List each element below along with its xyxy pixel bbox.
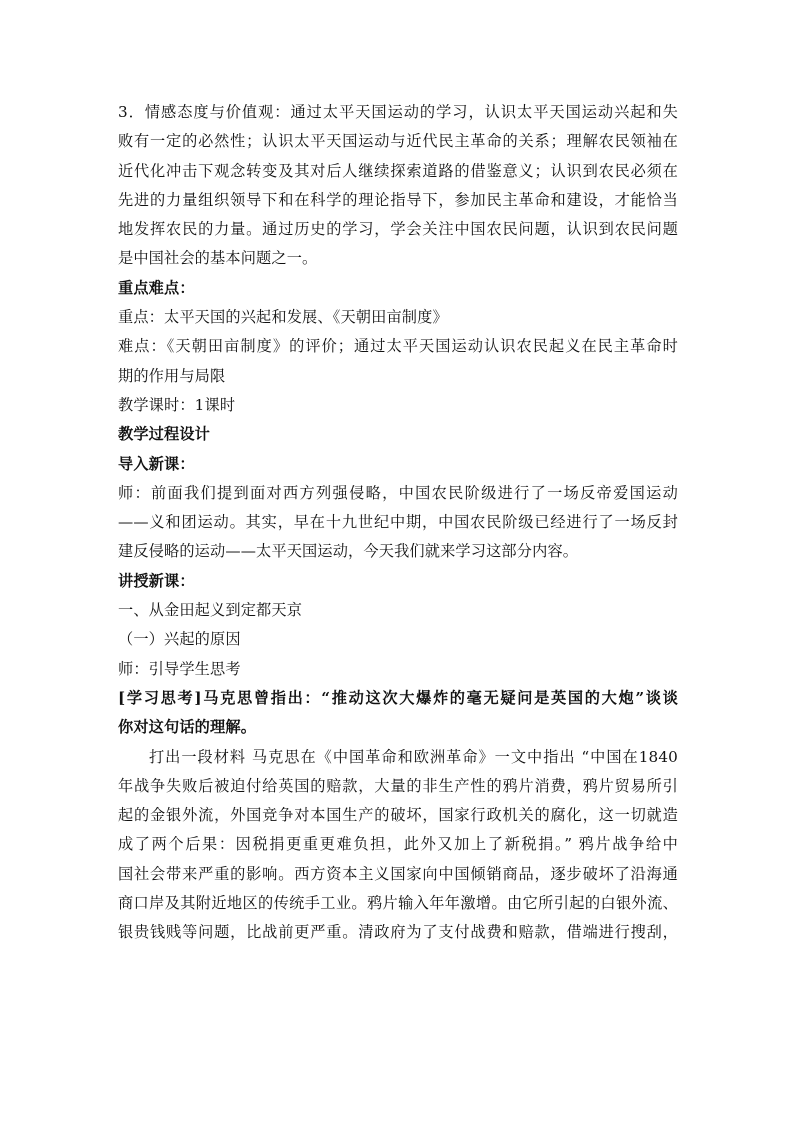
text-line: 商口岸及其附近地区的传统手工业。鸦片输入年年激增。由它所引起的白银外流、 bbox=[118, 894, 678, 913]
text-line: 教学课时：1课时 bbox=[118, 395, 236, 414]
section-heading-line: 你对这句话的理解。 bbox=[118, 718, 257, 737]
text-line: 近代化冲击下观念转变及其对后人继续探索道路的借鉴意义；认识到农民必须在 bbox=[118, 161, 678, 180]
text-line: 一、从金田起义到定都天京 bbox=[118, 601, 303, 620]
section-heading-line: 重点难点： bbox=[118, 278, 195, 297]
section-heading-line: 教学过程设计 bbox=[118, 425, 211, 444]
text-line: 地发挥农民的力量。通过历史的学习，学会关注中国农民问题，认识到农民问题 bbox=[118, 220, 678, 239]
text-line: 银贵钱贱等问题，比战前更严重。清政府为了支付战费和赔款，借端进行搜刮， bbox=[118, 923, 678, 942]
text-line: 重点：太平天国的兴起和发展、《天朝田亩制度》 bbox=[118, 308, 448, 327]
text-line: 成了两个后果：因税捐更重更难负担，此外又加上了新税捐。” 鸦片战争给中 bbox=[118, 835, 678, 854]
text-line: 难点：《天朝田亩制度》的评价；通过太平天国运动认识农民起义在民主革命时 bbox=[118, 337, 678, 356]
section-heading-line: 导入新课： bbox=[118, 454, 195, 473]
text-line: 打出一段材料 马克思在《中国革命和欧洲革命》一文中指出 “中国在1840 bbox=[149, 747, 678, 766]
text-line: ——义和团运动。其实，早在十九世纪中期，中国农民阶级已经进行了一场反封 bbox=[118, 513, 678, 532]
text-line: 师：前面我们提到面对西方列强侵略，中国农民阶级进行了一场反帝爱国运动 bbox=[118, 483, 678, 502]
document-page bbox=[118, 98, 678, 948]
text-line: 期的作用与局限 bbox=[118, 366, 226, 385]
text-line: 师：引导学生思考 bbox=[118, 659, 241, 678]
text-line: 败有一定的必然性；认识太平天国运动与近代民主革命的关系；理解农民领袖在 bbox=[118, 132, 678, 151]
text-line: 建反侵略的运动——太平天国运动，今天我们就来学习这部分内容。 bbox=[118, 542, 579, 561]
text-line: 3．情感态度与价值观：通过太平天国运动的学习，认识太平天国运动兴起和失 bbox=[118, 103, 678, 121]
text-line: 国社会带来严重的影响。西方资本主义国家向中国倾销商品，逐步破坏了沿海通 bbox=[118, 864, 678, 883]
text-line: 是中国社会的基本问题之一。 bbox=[118, 249, 318, 268]
section-heading-line: 讲授新课： bbox=[118, 571, 195, 590]
text-line: （一）兴起的原因 bbox=[118, 630, 241, 649]
text-line: 先进的力量组织领导下和在科学的理论指导下，参加民主革命和建设，才能恰当 bbox=[118, 190, 678, 209]
section-heading-line: [学习思考]马克思曾指出：“推动这次大爆炸的毫无疑问是英国的大炮”谈谈 bbox=[118, 688, 678, 707]
text-line: 年战争失败后被迫付给英国的赔款，大量的非生产性的鸦片消费，鸦片贸易所引 bbox=[118, 776, 678, 795]
text-line: 起的金银外流，外国竞争对本国生产的破坏，国家行政机关的腐化，这一切就造 bbox=[118, 806, 678, 825]
